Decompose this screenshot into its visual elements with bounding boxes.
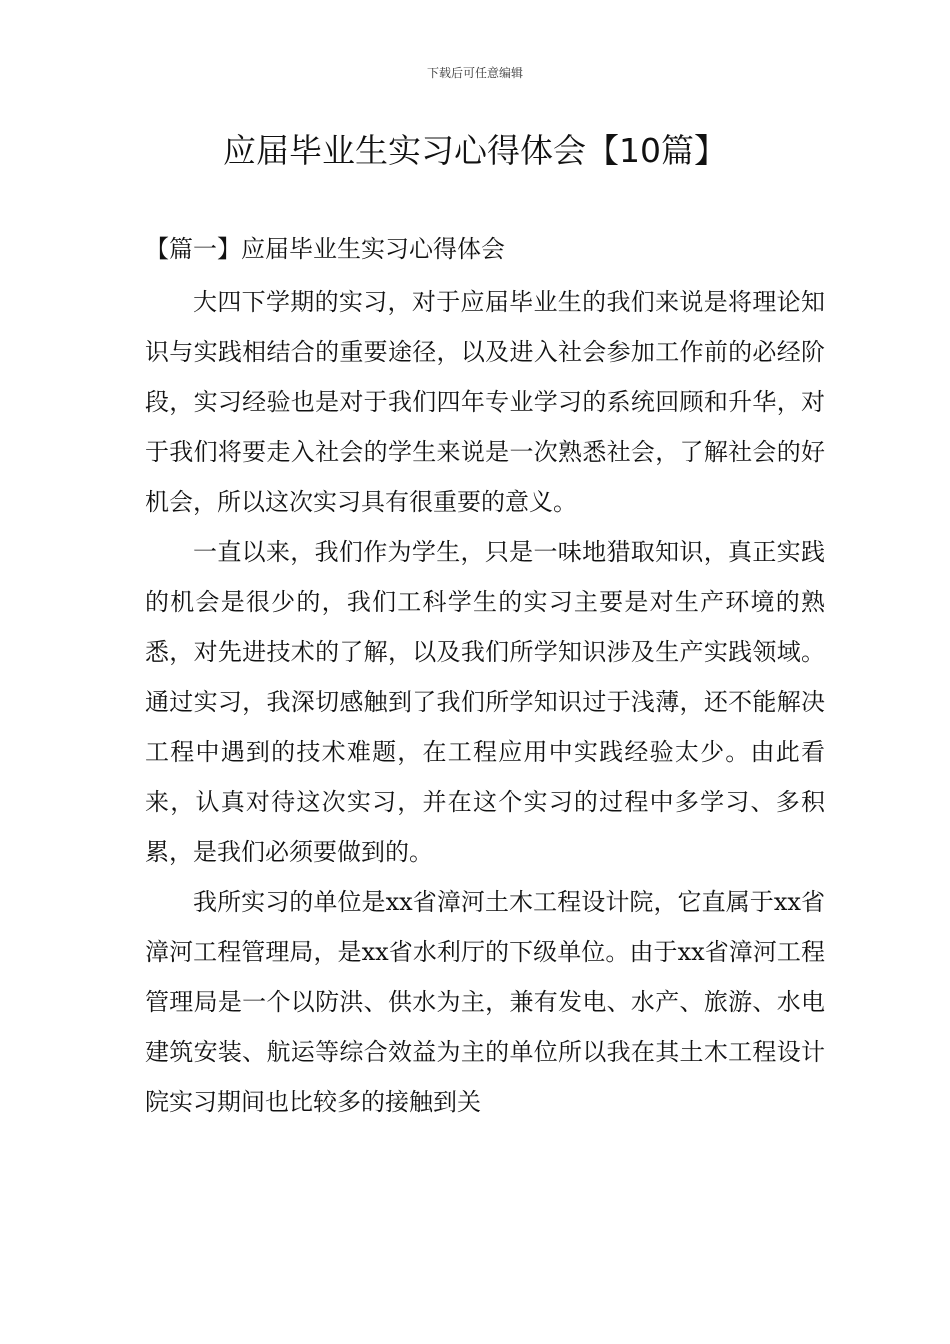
paragraph-2: 一直以来，我们作为学生，只是一味地猎取知识，真正实践的机会是很少的，我们工科学生的实习主要是对生产环境的熟悉，对先进技术的了解，以及我们所学知识涉及生产实践领域。通过实习，我深切感触到了我们所学知识过于浅薄，还不能解决工程中遇到的技术难题，在工程应用中实践经验太少。由此看来，认真对待这次实习，并在这个实习的过程中多学习、多积累，是我们必须要做到的。 xyxy=(145,538,825,866)
paragraph-1: 大四下学期的实习，对于应届毕业生的我们来说是将理论知识与实践相结合的重要途径，以及进入社会参加工作前的必经阶段，实习经验也是对于我们四年专业学习的系统回顾和升华，对于我们将要走入社会的学生来说是一次熟悉社会，了解社会的好机会，所以这次实习具有很重要的意义。 xyxy=(145,288,825,516)
section-heading: 【篇一】应届毕业生实习心得体会 xyxy=(145,235,505,263)
header-note: 下载后可任意编辑 xyxy=(426,66,523,80)
paragraph-3: 我所实习的单位是xx省漳河土木工程设计院，它直属于xx省漳河工程管理局，是xx省水利厅的下级单位。由于xx省漳河工程管理局是一个以防洪、供水为主，兼有发电、水产、旅游、水电建筑安装、航运等综合效益为主的单位所以我在其土木工程设计院实习期间也比较多的接触到关 xyxy=(145,888,825,1116)
document-title: 应届毕业生实习心得体会【10篇】 xyxy=(223,131,727,170)
body-text xyxy=(145,277,825,1127)
